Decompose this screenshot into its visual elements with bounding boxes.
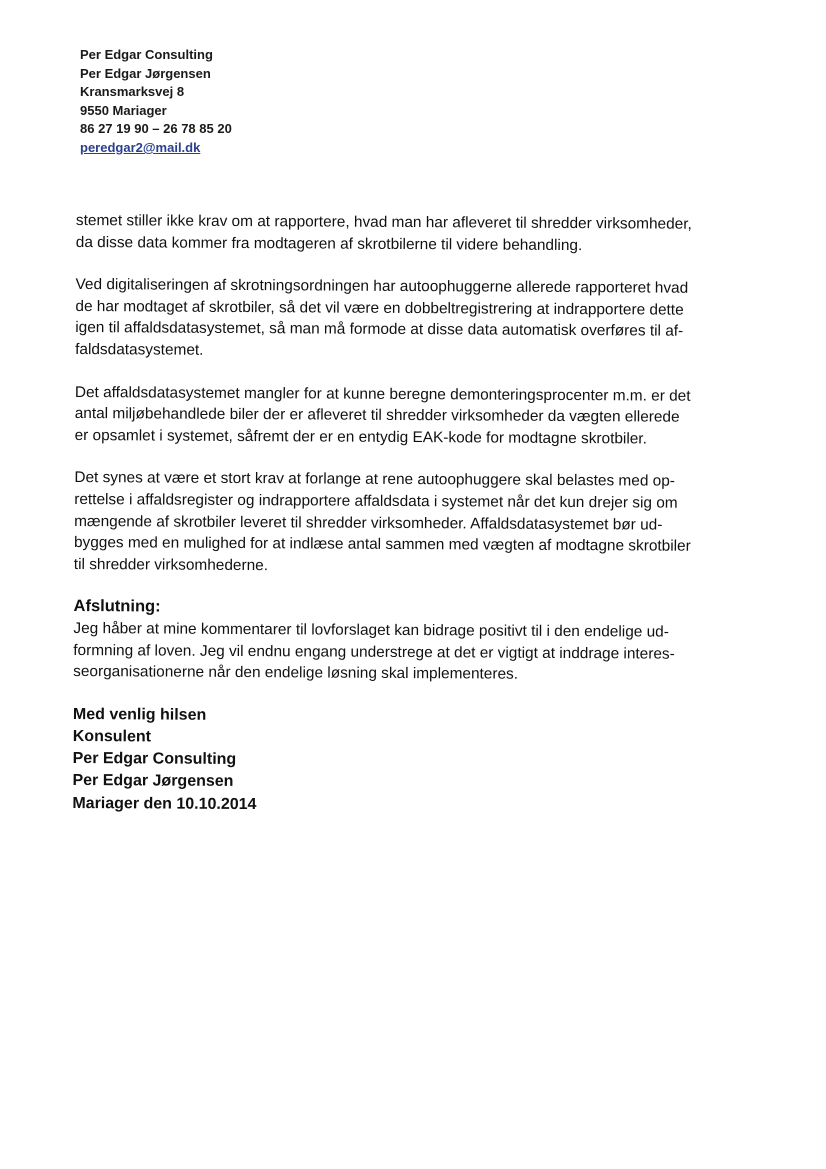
text-line: faldsdatasystemet.: [75, 340, 204, 359]
paragraph-3: [75, 382, 755, 451]
closing-name: Per Edgar Jørgensen: [72, 772, 234, 791]
text-line: da disse data kommer fra modtageren af skrotbilerne til videre behandling.: [75, 233, 583, 254]
text-line: igen til affaldsdatasystemet, så man må formode at disse data automatisk overføres til af-: [75, 319, 684, 341]
closing-signature: [72, 704, 753, 819]
text-line: til shredder virksomhederne.: [73, 555, 269, 574]
text-line: rettelse i affaldsregister og indrapportere affaldsdata i systemet når det kun drejer sig om: [74, 490, 678, 512]
text-line: de har modtaget af skrotbiler, så det vil være en dobbeltregistrering at indrapportere dette: [75, 297, 684, 319]
text-line: er opsamlet i systemet, såfremt der er en entydig EAK-kode for modtagne skrotbiler.: [74, 426, 647, 448]
text-line: Jeg håber at mine kommentarer til lovforslaget kan bidrage positivt til i den endelige ud-: [73, 619, 669, 641]
conclusion-paragraph: [73, 618, 753, 687]
text-line: bygges med en mulighed for at indlæse antal sammen med vægten af modtagne skrotbiler: [73, 534, 691, 555]
paragraph-4: [74, 467, 755, 579]
sender-phone: 86 27 19 90 – 26 78 85 20: [80, 121, 232, 137]
sender-name: Per Edgar Jørgensen: [80, 65, 211, 81]
closing-company: Per Edgar Consulting: [72, 750, 237, 769]
closing-place-date: Mariager den 10.10.2014: [72, 794, 257, 813]
paragraph-2: [75, 274, 756, 365]
conclusion-heading: Afslutning:: [73, 597, 161, 616]
letter-body: [72, 210, 756, 819]
text-line: Ved digitaliseringen af skrotningsordningen har autoophuggerne allerede rapporteret hvad: [75, 276, 689, 297]
text-line: Det synes at være et stort krav at forlange at rene autoophuggere skal belastes med op-: [74, 469, 675, 491]
sender-street: Kransmarksvej 8: [80, 84, 185, 100]
text-line: seorganisationerne når den endelige løsning skal implementeres.: [73, 663, 519, 683]
text-line: Det affaldsdatasystemet mangler for at kunne beregne demonteringsprocenter m.m. er det: [74, 383, 691, 405]
closing-greeting: Med venlig hilsen: [72, 705, 207, 724]
sender-block: [80, 46, 232, 158]
paragraph-1: [76, 210, 756, 257]
text-line: antal miljøbehandlede biler der er afleveret til shredder virksomheder da vægten ellerede: [74, 405, 680, 426]
text-line: mængende af skrotbiler leveret til shredder virksomheder. Affaldsdatasystemet bør ud-: [74, 512, 663, 534]
sender-email-link[interactable]: peredgar2@mail.dk: [80, 139, 201, 155]
closing-title: Konsulent: [72, 727, 152, 746]
text-line: formning af loven. Jeg vil endnu engang understrege at det er vigtigt at inddrage interes-: [73, 641, 675, 663]
sender-company: Per Edgar Consulting: [80, 47, 213, 62]
text-line: stemet stiller ikke krav om at rapportere, hvad man har afleveret til shredder virksomheder,: [75, 211, 692, 233]
sender-city: 9550 Mariager: [80, 102, 167, 118]
